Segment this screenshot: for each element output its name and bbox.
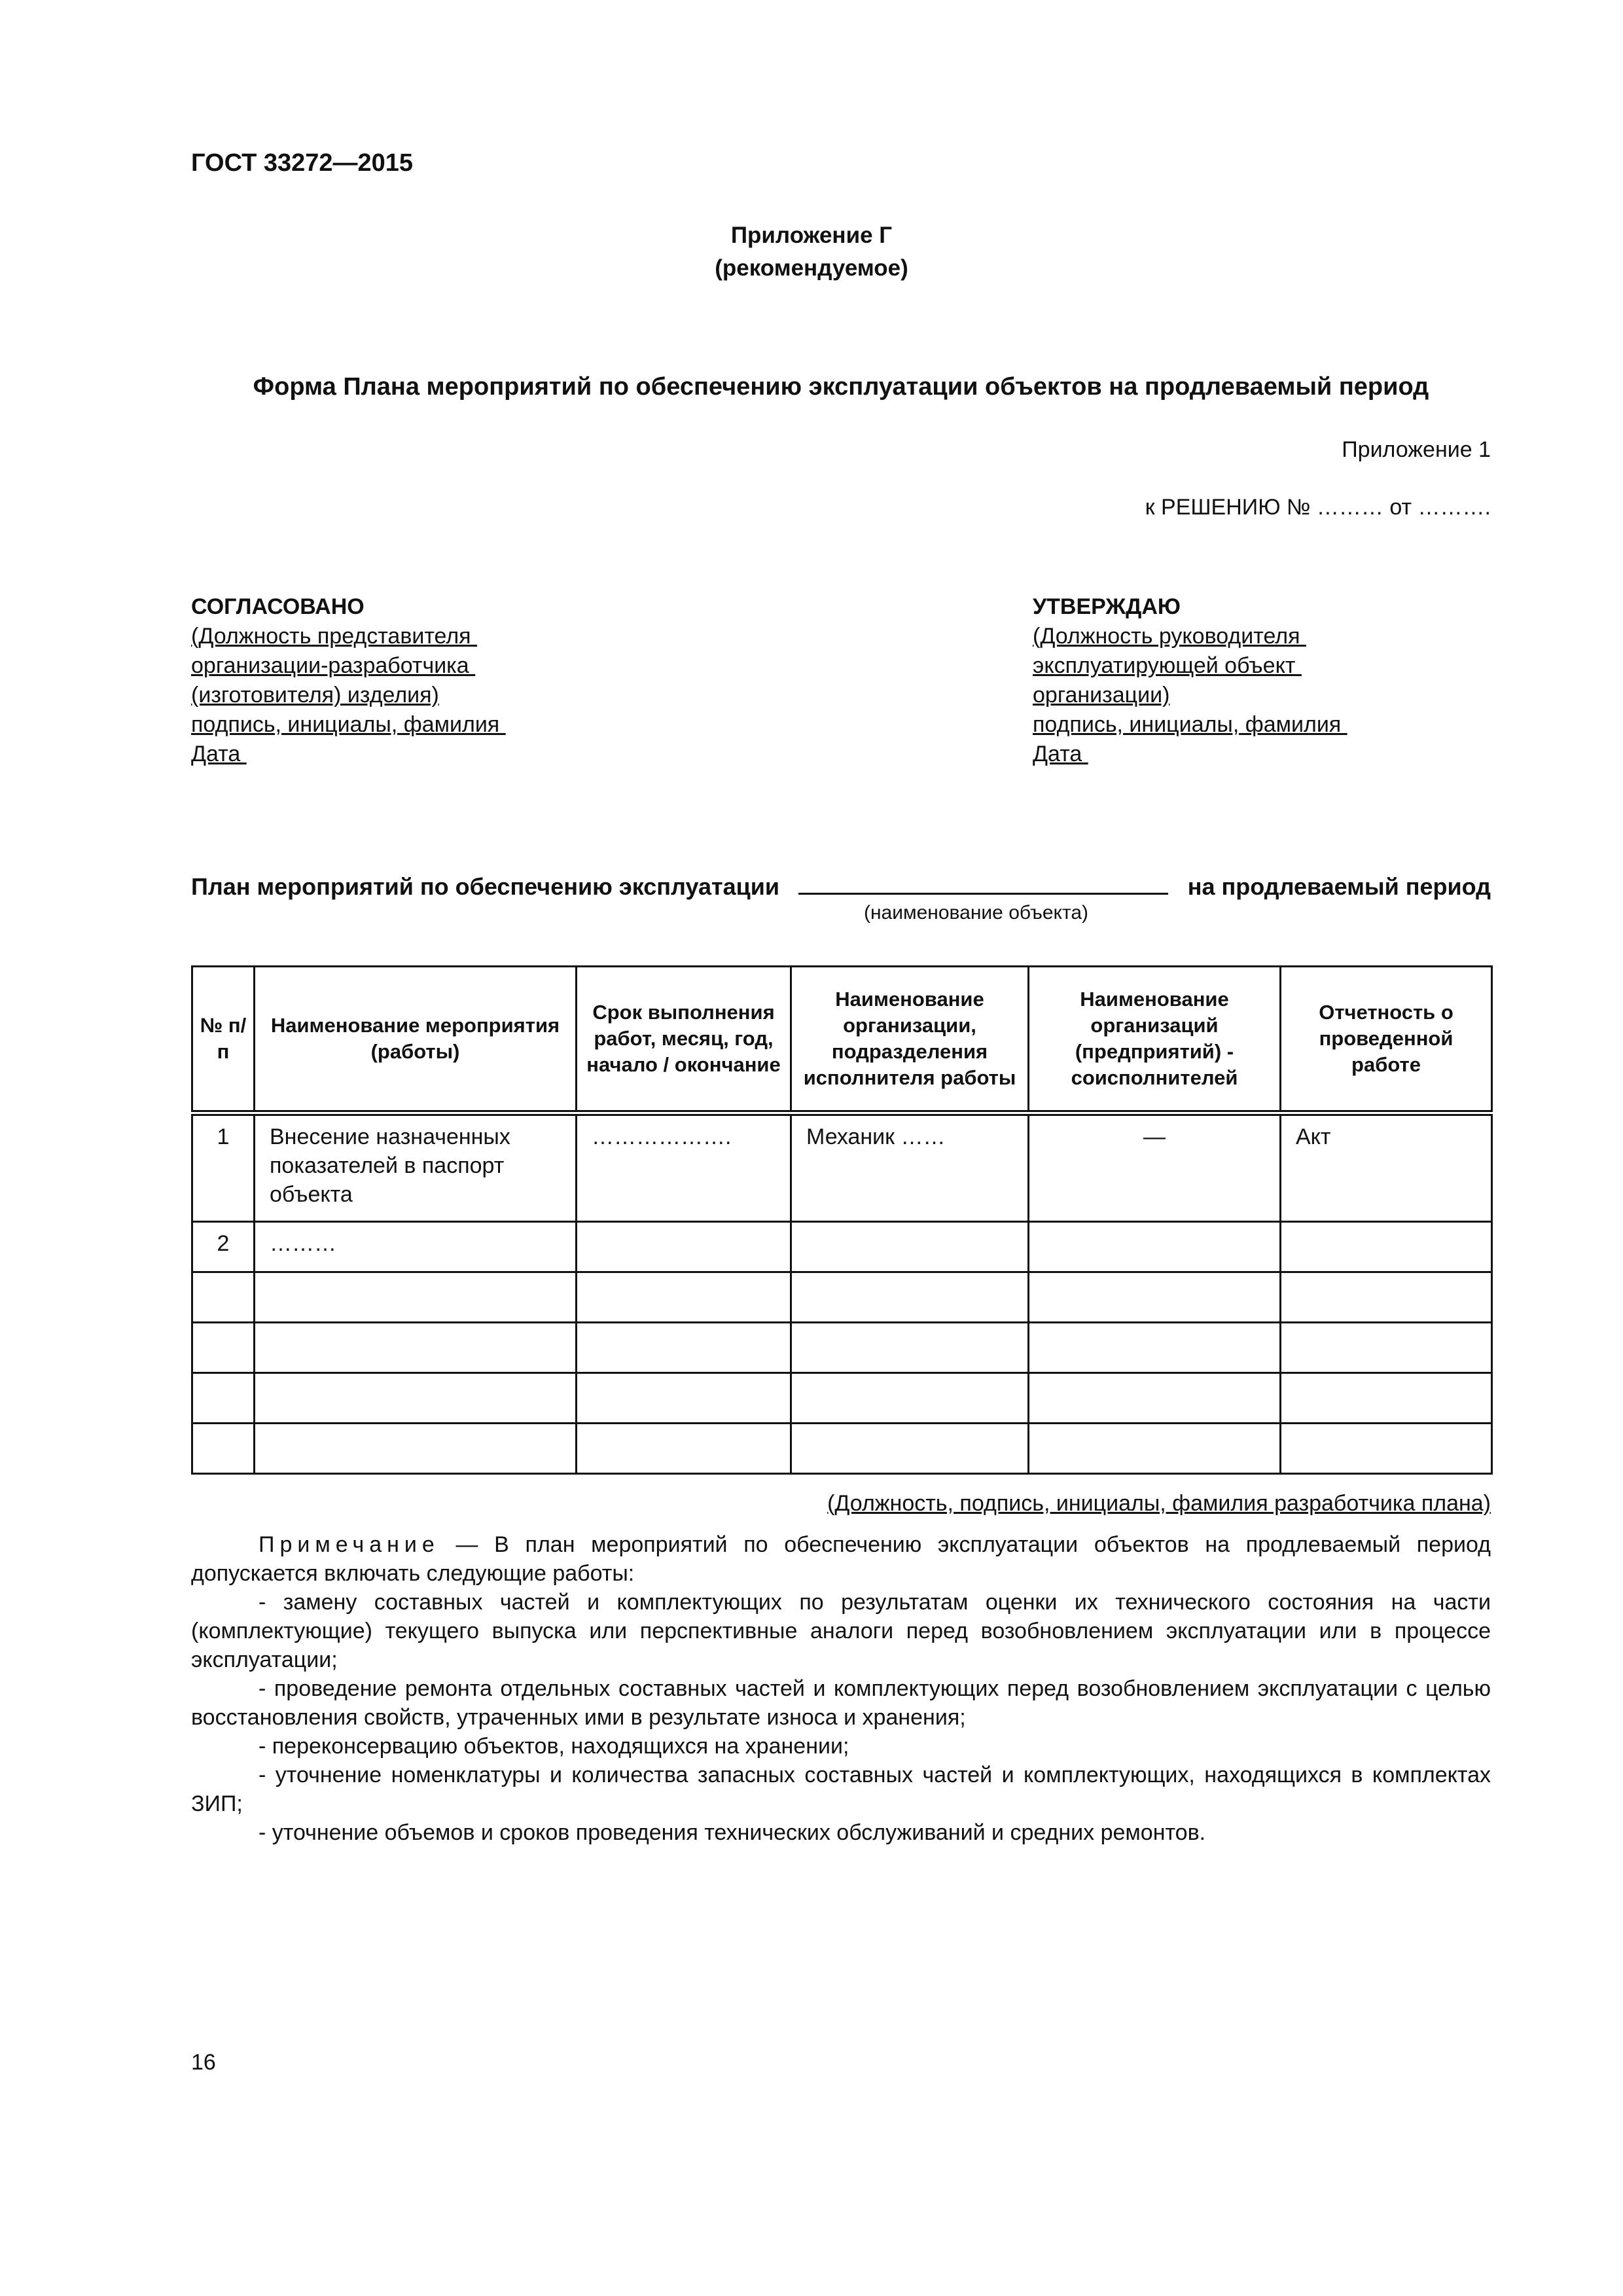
table-cell: Акт [1281, 1113, 1492, 1222]
table-cell [192, 1323, 255, 1373]
table-cell [1029, 1222, 1281, 1272]
approval-agreed-line: организации-разработчика [191, 653, 476, 678]
table-cell: — [1029, 1113, 1281, 1222]
table-cell: Механик …… [791, 1113, 1029, 1222]
note-block [191, 1530, 1491, 1847]
column-header-activity: Наименование мероприятия (работы) [255, 967, 577, 1113]
annex-title: Приложение Г [730, 223, 893, 248]
table-cell [577, 1424, 791, 1474]
table-cell [1281, 1373, 1492, 1424]
note-intro [191, 1530, 1491, 1588]
table-row [192, 1323, 1492, 1373]
table-row [192, 1272, 1492, 1323]
table-cell [1029, 1272, 1281, 1323]
table-cell [1029, 1424, 1281, 1474]
note-item: - уточнение номенклатуры и количества запасных составных частей и комплектующих, находящихся в комплектах ЗИП; [191, 1763, 1491, 1816]
plan-title-end: на продлеваемый период [1187, 873, 1491, 900]
annex-type: (рекомендуемое) [715, 255, 908, 281]
table-header-row [192, 967, 1492, 1113]
table-cell [577, 1222, 791, 1272]
table-cell [255, 1373, 577, 1424]
column-header-executor: Наименование организации, подразделения исполнителя работы [791, 967, 1029, 1113]
table-cell [1281, 1272, 1492, 1323]
table-row [192, 1424, 1492, 1474]
table-cell [192, 1272, 255, 1323]
table-cell [791, 1222, 1029, 1272]
form-title: Форма Плана мероприятий по обеспечению эксплуатации объектов на продлеваемый период [253, 373, 1429, 401]
column-header-number: № п/п [192, 967, 255, 1113]
approval-agreed-line: Дата [191, 742, 247, 766]
approval-agreed-line: подпись, инициалы, фамилия [191, 712, 506, 737]
table-cell [577, 1272, 791, 1323]
table-cell [1281, 1222, 1492, 1272]
attachment-label: Приложение 1 [1342, 437, 1491, 462]
column-header-deadline: Срок выполнения работ, месяц, год, начало / окончание [577, 967, 791, 1113]
page-number: 16 [191, 2050, 216, 2075]
approval-agreed-block [191, 592, 506, 769]
approval-approve-line: (Должность руководителя [1033, 624, 1306, 649]
table-cell [192, 1424, 255, 1474]
object-name-blank[interactable] [798, 870, 1168, 895]
table-row [192, 1373, 1492, 1424]
decision-reference: к РЕШЕНИЮ № ……… от ………. [1145, 495, 1491, 520]
table-cell [577, 1373, 791, 1424]
table-row [192, 1113, 1492, 1222]
note-item: - уточнение объемов и сроков проведения технических обслуживаний и средних ремонтов. [259, 1820, 1206, 1845]
column-header-report: Отчетность о проведенной работе [1281, 967, 1492, 1113]
table-cell: ………………. [577, 1113, 791, 1222]
approval-agreed-line: (изготовителя) изделия) [191, 683, 439, 708]
table-cell [791, 1373, 1029, 1424]
table-cell [255, 1323, 577, 1373]
table-cell [791, 1424, 1029, 1474]
approval-approve-block [1033, 592, 1347, 769]
table-cell [577, 1323, 791, 1373]
table-cell [255, 1272, 577, 1323]
approval-agreed-line: (Должность представителя [191, 624, 478, 649]
approval-approve-line: организации) [1033, 683, 1170, 708]
note-item: - проведение ремонта отдельных составных частей и комплектующих перед возобновлением эксплуатации с целью восстановления свойств, утраченных ими в результате износа и хранения; [191, 1676, 1491, 1730]
table-cell [791, 1323, 1029, 1373]
document-code: ГОСТ 33272—2015 [191, 149, 414, 177]
table-cell [255, 1424, 577, 1474]
table-cell: 2 [192, 1222, 255, 1272]
plan-title-start: План мероприятий по обеспечению эксплуатации [191, 873, 780, 900]
object-name-caption: (наименование объекта) [864, 902, 1089, 924]
table-cell: ……… [255, 1222, 577, 1272]
table-cell [1029, 1323, 1281, 1373]
column-header-co-executors: Наименование организаций (предприятий) - соисполнителей [1029, 967, 1281, 1113]
table-cell: Внесение назначенных показателей в паспорт объекта [255, 1113, 577, 1222]
note-intro-text: — В план мероприятий по обеспечению эксплуатации объектов на продлеваемый период допускается включать следующие работы: [191, 1532, 1491, 1586]
developer-signature-line: (Должность, подпись, инициалы, фамилия разработчика плана) [827, 1491, 1491, 1516]
approval-approve-heading: УТВЕРЖДАЮ [1033, 594, 1181, 619]
plan-table [191, 965, 1493, 1475]
approval-approve-line: Дата [1033, 742, 1088, 766]
table-cell [1029, 1373, 1281, 1424]
table-cell [1281, 1424, 1492, 1474]
table-cell: 1 [192, 1113, 255, 1222]
table-cell [1281, 1323, 1492, 1373]
approval-agreed-heading: СОГЛАСОВАНО [191, 594, 365, 619]
table-cell [192, 1373, 255, 1424]
note-lead: Примечание [259, 1532, 440, 1557]
table-row [192, 1222, 1492, 1272]
note-item: - переконсервацию объектов, находящихся на хранении; [259, 1734, 849, 1759]
approval-approve-line: эксплуатирующей объект [1033, 653, 1302, 678]
approval-approve-line: подпись, инициалы, фамилия [1033, 712, 1347, 737]
plan-title [191, 870, 1491, 901]
table-cell [791, 1272, 1029, 1323]
note-item: - замену составных частей и комплектующих по результатам оценки их технического состояния на части (комплектующие) текущего выпуска или перспективные аналоги перед возобновлением эксплуатации или в процессе эксплуатации; [191, 1590, 1491, 1672]
